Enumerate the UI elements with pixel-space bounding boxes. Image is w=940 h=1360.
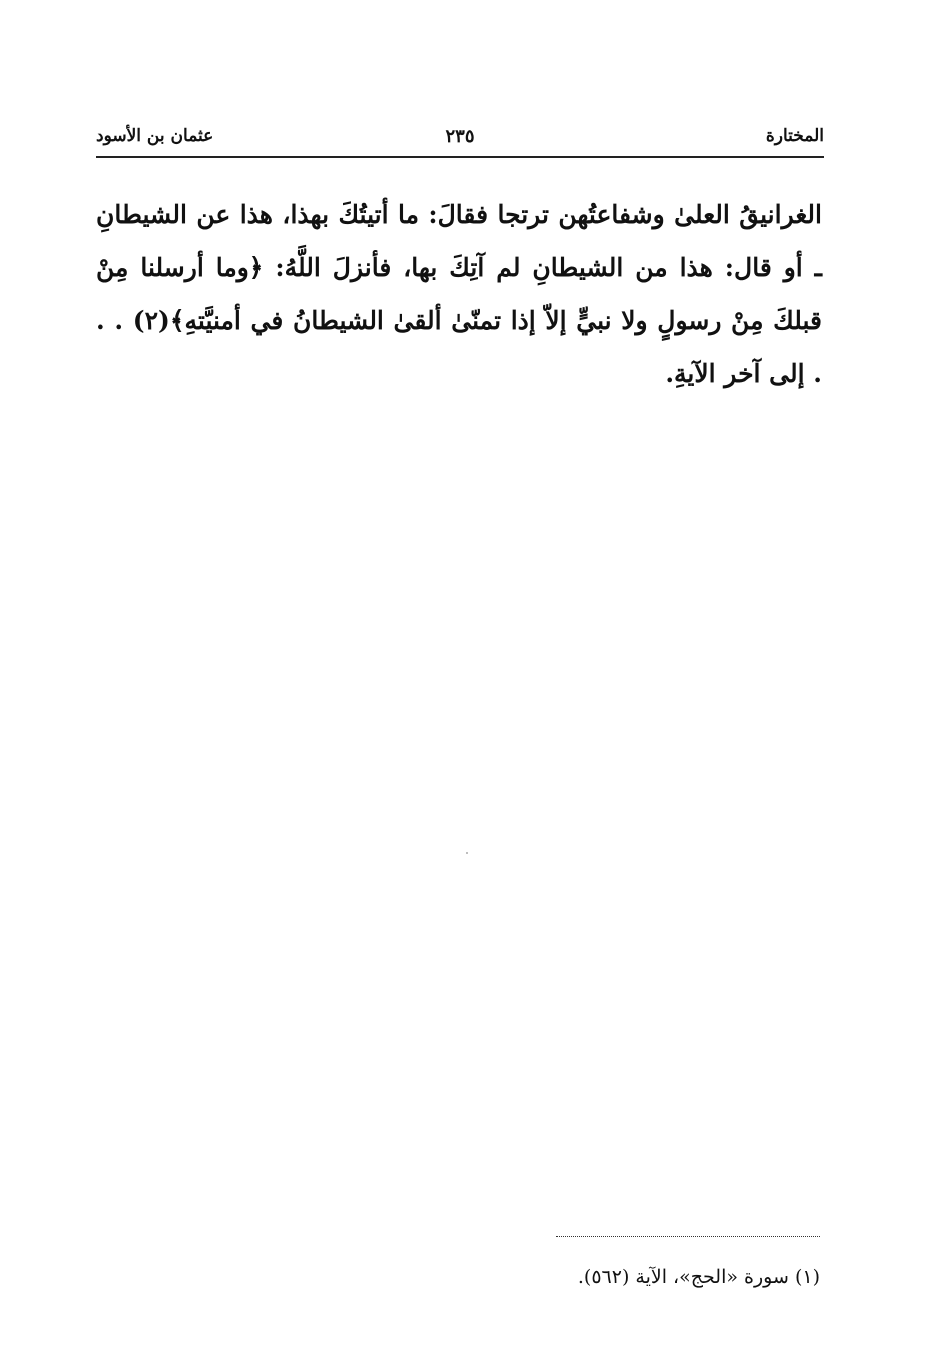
- footnote: (١) سورة «الحج»، الآية (٥٦٢).: [577, 1266, 820, 1288]
- book-title: المختارة: [765, 126, 824, 146]
- scan-speck: [466, 852, 468, 854]
- main-text: [96, 188, 822, 400]
- section-title: عثمان بن الأسود: [96, 126, 214, 146]
- footnote-divider: [556, 1236, 820, 1237]
- header-divider: [96, 156, 824, 158]
- body-paragraph: الغرانيقُ العلىٰ وشفاعتُهن ترتجا فقالَ: ما أتيتُكَ بهذا، هذا عن الشيطانِ ـ أو قال: هذا من الشيطانِ لم آتِكَ بها، فأنزلَ اللَّهُ: ﴿وما أرسلنا مِنْ قبلكَ مِنْ رسولٍ ولا نبيٍّ إلاّ إذا تمنّىٰ ألقىٰ الشيطانُ في أمنيَّتهِ﴾(٢) . . . إلى آخر الآيةِ.: [96, 200, 822, 388]
- page-header: [96, 126, 824, 160]
- page-number: ٢٣٥: [445, 126, 475, 147]
